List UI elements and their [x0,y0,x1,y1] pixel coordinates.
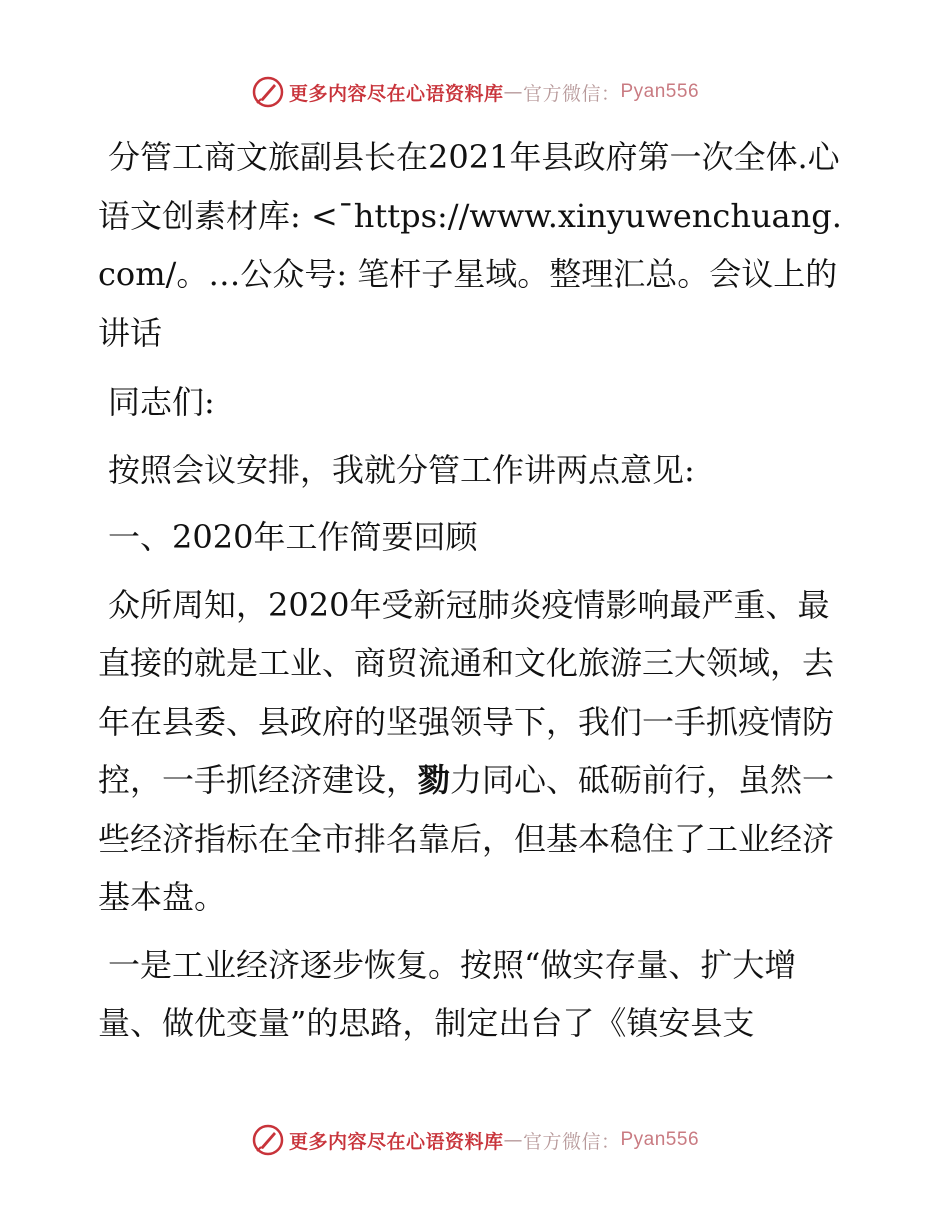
banner-separator: — [503,81,523,103]
banner-slogan: 更多内容尽在心语资料库 [288,82,504,105]
salutation: 同志们: [108,383,215,421]
banner-wechat-label: 官方微信： [522,82,621,105]
intro-paragraph: 按照会议安排，我就分管工作讲两点意见: [108,450,695,489]
document-title: 分管工商文旅副县长在2021年县政府第一次全体.心语文创素材库: <¯https://www.xinyuwenchuang.com/。…公众号: 笔杆子星域。整理汇总。会议上的讲话 [98,138,842,352]
banner-wechat-id: Pyan556 [620,81,700,102]
header-banner [0,72,950,112]
footer-banner [0,1120,950,1160]
feather-pen-logo-icon [251,1123,285,1157]
body-paragraph-2: 一是工业经济逐步恢复。按照“做实存量、扩大增量、做优变量”的思路，制定出台了《镇安县支 [98,945,797,1042]
banner-separator: — [503,1129,523,1151]
para-1-text-b: 力同心、砥砺前行，虽然一些经济指标在全市排名靠后，但基本稳住了工业经济基本盘。 [98,761,835,916]
feather-pen-logo-icon [251,75,285,109]
para-1-text-a: 众所周知，2020年受新冠肺炎疫情影响最严重、最直接的就是工业、商贸流通和文化旅游三大领域，去年在县委、县政府的坚强领导下，我们一手抓疫情防控，一手抓经济建设， [98,585,835,799]
document-body [98,128,858,1062]
banner-wechat-label: 官方微信： [522,1130,621,1153]
banner-slogan: 更多内容尽在心语资料库 [288,1130,504,1153]
body-paragraph-1 [98,576,858,927]
banner-wechat-id: Pyan556 [620,1129,700,1150]
section-heading: 一、2020年工作简要回顾 [108,518,478,556]
para-1-bold-char: 勠 [418,761,451,799]
